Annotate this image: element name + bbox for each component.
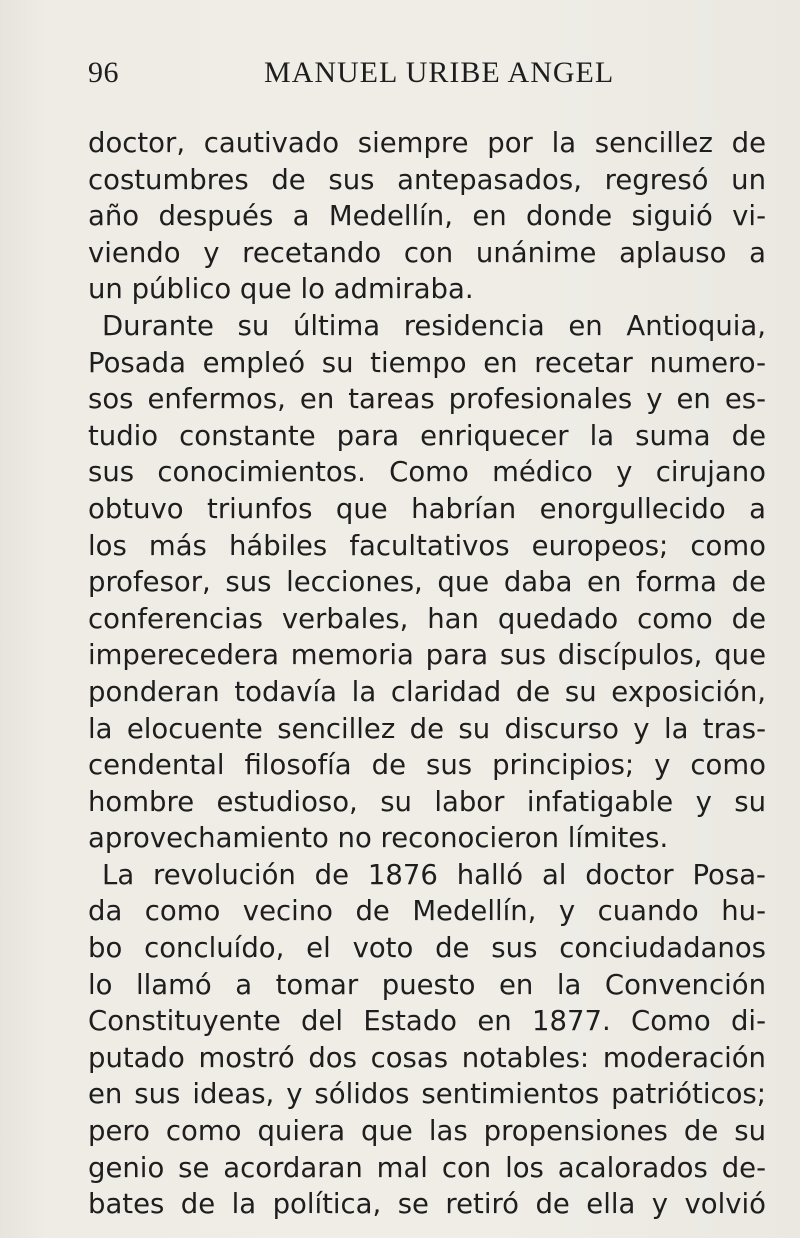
text-line: costumbres de sus antepasados, regresó un (88, 163, 766, 196)
text-line: tudio constante para enriquecer la suma de (88, 419, 766, 452)
text-line: los más hábiles facultativos europeos; como (88, 529, 766, 562)
text-line: obtuvo triunfos que habrían enorgullecido a (88, 492, 766, 525)
text-line: bates de la política, se retiró de ella y volvió (88, 1188, 766, 1221)
text-line: imperecedera memoria para sus discípulos, que (88, 639, 766, 672)
text-line: sos enfermos, en tareas profesionales y en es- (88, 383, 766, 416)
text-line: lo llamó a tomar puesto en la Convención (88, 968, 766, 1001)
text-line: Constituyente del Estado en 1877. Como di- (88, 1005, 766, 1038)
text-line: la elocuente sencillez de su discurso y la tras- (88, 712, 766, 745)
text-line: bo concluído, el voto de sus conciudadanos (88, 932, 766, 965)
text-line: aprovechamiento no reconocieron límites. (88, 822, 669, 855)
text-line: genio se acordaran mal con los acalorados de- (88, 1151, 766, 1184)
text-line: viendo y recetando con unánime aplauso a (88, 236, 766, 269)
text-line: ponderan todavía la claridad de su exposición, (88, 675, 766, 708)
text-line: un público que lo admiraba. (88, 273, 474, 306)
body-text (88, 125, 766, 1223)
text-line: Posada empleó su tiempo en recetar numero- (88, 346, 766, 379)
text-line: da como vecino de Medellín, y cuando hu- (88, 895, 766, 928)
paragraph-start-line: La revolución de 1876 halló al doctor Posa- (102, 858, 766, 891)
paragraph-start-line: Durante su última residencia en Antioquia, (102, 309, 766, 342)
running-head (88, 56, 768, 96)
text-line: cendental filosofía de sus principios; y como (88, 749, 766, 782)
text-line: en sus ideas, y sólidos sentimientos patrióticos; (88, 1078, 766, 1111)
text-line: conferencias verbales, han quedado como de (88, 602, 766, 635)
page-number: 96 (88, 56, 119, 89)
text-line: pero como quiera que las propensiones de su (88, 1115, 766, 1148)
running-title: MANUEL URIBE ANGEL (264, 56, 615, 89)
text-line: año después a Medellín, en donde siguió vi- (88, 200, 766, 233)
text-line: doctor, cautivado siempre por la sencillez de (88, 127, 766, 159)
text-line: putado mostró dos cosas notables: moderación (88, 1041, 766, 1074)
text-line: sus conocimientos. Como médico y cirujano (88, 456, 766, 489)
text-line: hombre estudioso, su labor infatigable y su (88, 785, 766, 818)
text-line: profesor, sus lecciones, que daba en forma de (88, 566, 766, 599)
